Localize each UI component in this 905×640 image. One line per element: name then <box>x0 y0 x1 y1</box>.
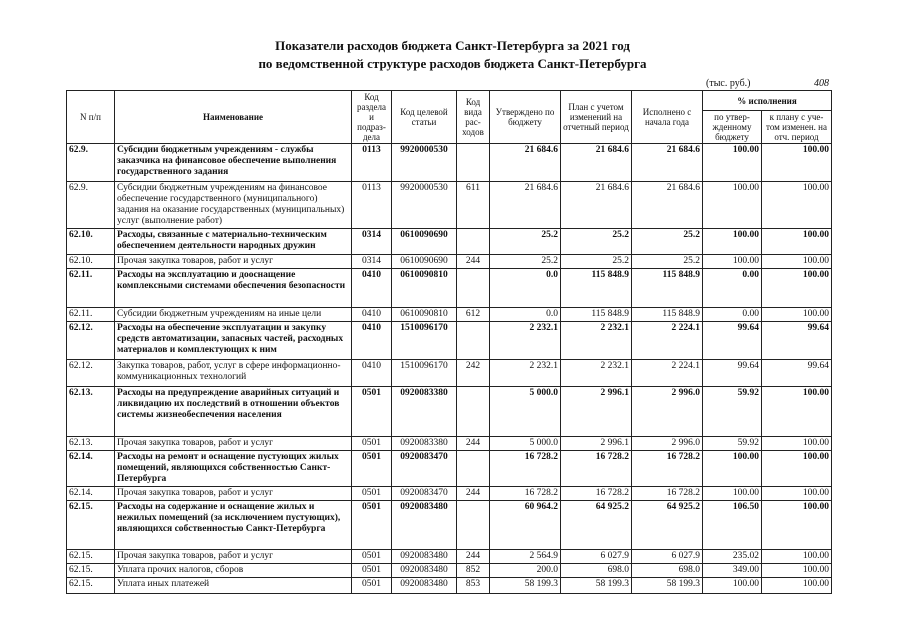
cell-type: 242 <box>457 360 490 387</box>
table-row <box>67 144 832 182</box>
cell-type <box>457 387 490 437</box>
cell-section: 0501 <box>352 437 392 451</box>
cell-pct-approved: 100.00 <box>703 255 762 269</box>
cell-type <box>457 269 490 308</box>
cell-name: Расходы, связанные с материально-техническим обеспечением деятельности народных дружин <box>115 229 352 255</box>
cell-type: 244 <box>457 437 490 451</box>
report-title-line1: Показатели расходов бюджета Санкт-Петербурга за 2021 год <box>275 38 630 53</box>
cell-approved: 21 684.6 <box>490 182 561 229</box>
cell-executed: 58 199.3 <box>632 578 703 594</box>
table-row <box>67 564 832 578</box>
cell-name: Расходы на обеспечение эксплуатации и закупку средств автоматизации, запасных частей, расходных материалов и комплектующих к ним <box>115 322 352 360</box>
cell-section: 0501 <box>352 564 392 578</box>
cell-name: Субсидии бюджетным учреждениям на иные цели <box>115 308 352 322</box>
cell-type: 853 <box>457 578 490 594</box>
table-row <box>67 501 832 550</box>
cell-type: 612 <box>457 308 490 322</box>
cell-executed: 6 027.9 <box>632 550 703 564</box>
cell-target: 1510096170 <box>392 360 457 387</box>
cell-executed: 2 224.1 <box>632 360 703 387</box>
cell-name: Прочая закупка товаров, работ и услуг <box>115 487 352 501</box>
cell-name: Субсидии бюджетным учреждениям - службы заказчика на финансовое обеспечение выполнения государственного задания <box>115 144 352 182</box>
cell-pct-approved: 100.00 <box>703 578 762 594</box>
cell-plan: 58 199.3 <box>561 578 632 594</box>
cell-pct-plan: 100.00 <box>762 387 832 437</box>
cell-target: 1510096170 <box>392 322 457 360</box>
cell-pct-plan: 100.00 <box>762 144 832 182</box>
header-percent-group: % исполнения <box>703 91 832 111</box>
cell-plan: 698.0 <box>561 564 632 578</box>
cell-plan: 25.2 <box>561 255 632 269</box>
cell-plan: 2 996.1 <box>561 387 632 437</box>
cell-section: 0501 <box>352 487 392 501</box>
cell-plan: 2 232.1 <box>561 322 632 360</box>
table-row <box>67 229 832 255</box>
cell-name: Расходы на содержание и оснащение жилых и нежилых помещений (за исключением пустующих), являющихся собственностью Санкт-Петербурга <box>115 501 352 550</box>
cell-num: 62.14. <box>67 451 115 487</box>
cell-type: 244 <box>457 487 490 501</box>
header-pct-approved: по утвер-жденному бюджету <box>703 111 762 144</box>
cell-pct-plan: 100.00 <box>762 269 832 308</box>
cell-type <box>457 144 490 182</box>
cell-section: 0410 <box>352 360 392 387</box>
cell-executed: 16 728.2 <box>632 451 703 487</box>
cell-pct-plan: 100.00 <box>762 229 832 255</box>
cell-pct-plan: 100.00 <box>762 182 832 229</box>
table-row <box>67 360 832 387</box>
cell-executed: 2 224.1 <box>632 322 703 360</box>
cell-pct-approved: 100.00 <box>703 144 762 182</box>
cell-name: Прочая закупка товаров, работ и услуг <box>115 550 352 564</box>
header-executed: Исполнено с начала года <box>632 91 703 144</box>
cell-section: 0501 <box>352 501 392 550</box>
cell-pct-approved: 100.00 <box>703 451 762 487</box>
cell-type: 852 <box>457 564 490 578</box>
cell-section: 0501 <box>352 387 392 437</box>
cell-executed: 64 925.2 <box>632 501 703 550</box>
table-row <box>67 387 832 437</box>
cell-pct-plan: 100.00 <box>762 501 832 550</box>
cell-approved: 2 564.9 <box>490 550 561 564</box>
cell-pct-approved: 349.00 <box>703 564 762 578</box>
header-pct-plan: к плану с уче-том изменен. на отч. период <box>762 111 832 144</box>
cell-type: 244 <box>457 255 490 269</box>
cell-section: 0410 <box>352 322 392 360</box>
page-number: 408 <box>814 78 829 89</box>
cell-name: Субсидии бюджетным учреждениям на финансовое обеспечение государственного (муниципального) задания на оказание государственных (муниципальных) услуг (выполнение работ) <box>115 182 352 229</box>
cell-target: 0920083480 <box>392 550 457 564</box>
header-approved: Утверждено по бюджету <box>490 91 561 144</box>
cell-target: 0610090810 <box>392 269 457 308</box>
cell-num: 62.15. <box>67 550 115 564</box>
cell-target: 0920083480 <box>392 564 457 578</box>
cell-num: 62.10. <box>67 229 115 255</box>
cell-pct-plan: 100.00 <box>762 564 832 578</box>
cell-plan: 25.2 <box>561 229 632 255</box>
cell-name: Прочая закупка товаров, работ и услуг <box>115 255 352 269</box>
cell-num: 62.15. <box>67 564 115 578</box>
header-section-code: Код раздела и подраз-дела <box>352 91 392 144</box>
cell-plan: 16 728.2 <box>561 451 632 487</box>
cell-name: Расходы на предупреждение аварийных ситуаций и ликвидацию их последствий в отношении объектов системы жизнеобеспечения населения <box>115 387 352 437</box>
cell-approved: 25.2 <box>490 229 561 255</box>
cell-executed: 21 684.6 <box>632 144 703 182</box>
cell-target: 9920000530 <box>392 144 457 182</box>
cell-plan: 64 925.2 <box>561 501 632 550</box>
table-row <box>67 269 832 308</box>
cell-section: 0501 <box>352 550 392 564</box>
cell-pct-approved: 59.92 <box>703 387 762 437</box>
cell-plan: 6 027.9 <box>561 550 632 564</box>
cell-num: 62.9. <box>67 182 115 229</box>
cell-approved: 200.0 <box>490 564 561 578</box>
cell-executed: 115 848.9 <box>632 308 703 322</box>
cell-executed: 16 728.2 <box>632 487 703 501</box>
cell-executed: 25.2 <box>632 255 703 269</box>
cell-num: 62.12. <box>67 360 115 387</box>
cell-approved: 25.2 <box>490 255 561 269</box>
cell-executed: 21 684.6 <box>632 182 703 229</box>
table-row <box>67 487 832 501</box>
cell-pct-approved: 59.92 <box>703 437 762 451</box>
table-row <box>67 322 832 360</box>
cell-pct-plan: 100.00 <box>762 487 832 501</box>
cell-name: Расходы на эксплуатацию и дооснащение комплексными системами обеспечения безопасности <box>115 269 352 308</box>
cell-type <box>457 451 490 487</box>
cell-section: 0501 <box>352 578 392 594</box>
cell-executed: 115 848.9 <box>632 269 703 308</box>
cell-plan: 115 848.9 <box>561 308 632 322</box>
header-num: N п/п <box>67 91 115 144</box>
cell-executed: 2 996.0 <box>632 437 703 451</box>
cell-num: 62.14. <box>67 487 115 501</box>
cell-approved: 0.0 <box>490 308 561 322</box>
cell-type <box>457 229 490 255</box>
header-target-code: Код целевой статьи <box>392 91 457 144</box>
cell-num: 62.13. <box>67 387 115 437</box>
cell-num: 62.12. <box>67 322 115 360</box>
cell-pct-plan: 100.00 <box>762 437 832 451</box>
table-row <box>67 451 832 487</box>
cell-num: 62.11. <box>67 269 115 308</box>
table-row <box>67 578 832 594</box>
cell-approved: 2 232.1 <box>490 360 561 387</box>
cell-name: Закупка товаров, работ, услуг в сфере информационно-коммуникационных технологий <box>115 360 352 387</box>
cell-target: 0920083470 <box>392 487 457 501</box>
cell-pct-approved: 99.64 <box>703 322 762 360</box>
header-type-code: Код вида рас-ходов <box>457 91 490 144</box>
cell-pct-plan: 100.00 <box>762 550 832 564</box>
cell-plan: 21 684.6 <box>561 144 632 182</box>
cell-type: 244 <box>457 550 490 564</box>
cell-pct-approved: 100.00 <box>703 182 762 229</box>
cell-section: 0314 <box>352 229 392 255</box>
cell-name: Уплата иных платежей <box>115 578 352 594</box>
table-row <box>67 437 832 451</box>
cell-pct-plan: 100.00 <box>762 451 832 487</box>
cell-approved: 21 684.6 <box>490 144 561 182</box>
cell-name: Расходы на ремонт и оснащение пустующих жилых помещений, являющихся собственностью Санкт-Петербурга <box>115 451 352 487</box>
table-row <box>67 182 832 229</box>
cell-type: 611 <box>457 182 490 229</box>
cell-plan: 2 996.1 <box>561 437 632 451</box>
cell-target: 0920083480 <box>392 578 457 594</box>
cell-target: 9920000530 <box>392 182 457 229</box>
cell-name: Прочая закупка товаров, работ и услуг <box>115 437 352 451</box>
cell-pct-plan: 99.64 <box>762 360 832 387</box>
cell-executed: 698.0 <box>632 564 703 578</box>
cell-target: 0920083380 <box>392 437 457 451</box>
cell-executed: 25.2 <box>632 229 703 255</box>
cell-num: 62.15. <box>67 578 115 594</box>
cell-executed: 2 996.0 <box>632 387 703 437</box>
cell-section: 0314 <box>352 255 392 269</box>
cell-type <box>457 501 490 550</box>
units-label: (тыс. руб.) <box>706 78 751 89</box>
report-title-line2: по ведомственной структуре расходов бюджета Санкт-Петербурга <box>258 56 647 71</box>
table-row <box>67 550 832 564</box>
header-name: Наименование <box>115 91 352 144</box>
cell-section: 0113 <box>352 144 392 182</box>
cell-target: 0610090810 <box>392 308 457 322</box>
cell-pct-approved: 0.00 <box>703 308 762 322</box>
cell-plan: 2 232.1 <box>561 360 632 387</box>
cell-approved: 5 000.0 <box>490 437 561 451</box>
budget-table <box>66 90 832 594</box>
header-plan: План с учетом изменений на отчетный период <box>561 91 632 144</box>
cell-approved: 58 199.3 <box>490 578 561 594</box>
cell-plan: 115 848.9 <box>561 269 632 308</box>
cell-pct-approved: 100.00 <box>703 229 762 255</box>
cell-section: 0410 <box>352 269 392 308</box>
cell-pct-plan: 100.00 <box>762 308 832 322</box>
cell-section: 0501 <box>352 451 392 487</box>
cell-pct-approved: 106.50 <box>703 501 762 550</box>
cell-name: Уплата прочих налогов, сборов <box>115 564 352 578</box>
cell-target: 0610090690 <box>392 229 457 255</box>
cell-pct-approved: 100.00 <box>703 487 762 501</box>
cell-approved: 60 964.2 <box>490 501 561 550</box>
cell-target: 0920083480 <box>392 501 457 550</box>
cell-pct-approved: 235.02 <box>703 550 762 564</box>
cell-pct-plan: 100.00 <box>762 578 832 594</box>
cell-num: 62.13. <box>67 437 115 451</box>
table-row <box>67 255 832 269</box>
cell-section: 0113 <box>352 182 392 229</box>
cell-pct-plan: 100.00 <box>762 255 832 269</box>
cell-target: 0920083380 <box>392 387 457 437</box>
cell-plan: 21 684.6 <box>561 182 632 229</box>
table-row <box>67 308 832 322</box>
cell-approved: 0.0 <box>490 269 561 308</box>
cell-type <box>457 322 490 360</box>
cell-approved: 16 728.2 <box>490 487 561 501</box>
cell-pct-approved: 99.64 <box>703 360 762 387</box>
cell-target: 0920083470 <box>392 451 457 487</box>
cell-num: 62.9. <box>67 144 115 182</box>
cell-plan: 16 728.2 <box>561 487 632 501</box>
cell-num: 62.15. <box>67 501 115 550</box>
cell-num: 62.10. <box>67 255 115 269</box>
cell-approved: 16 728.2 <box>490 451 561 487</box>
cell-section: 0410 <box>352 308 392 322</box>
cell-approved: 2 232.1 <box>490 322 561 360</box>
cell-pct-plan: 99.64 <box>762 322 832 360</box>
cell-num: 62.11. <box>67 308 115 322</box>
cell-approved: 5 000.0 <box>490 387 561 437</box>
cell-target: 0610090690 <box>392 255 457 269</box>
cell-pct-approved: 0.00 <box>703 269 762 308</box>
